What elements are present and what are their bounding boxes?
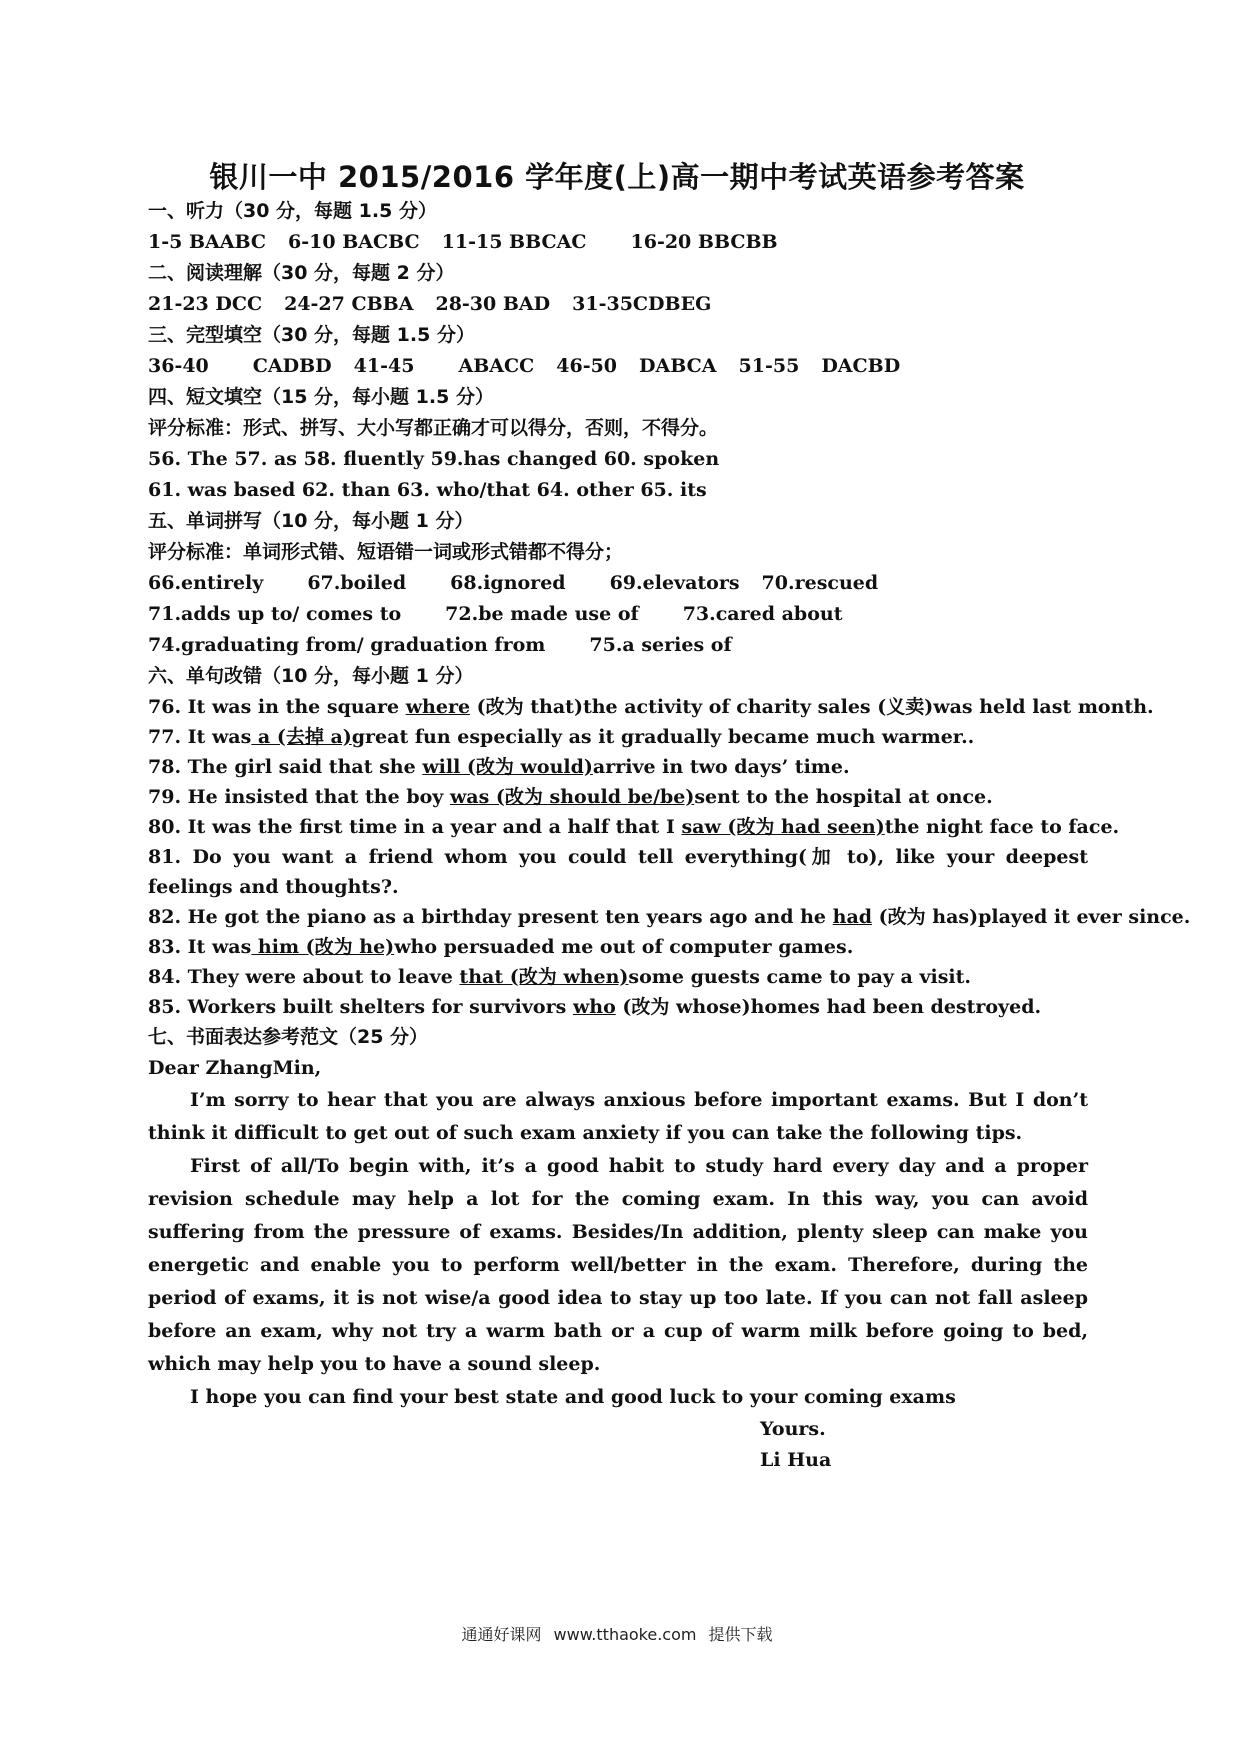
section-heading-spelling: 五、单词拼写（10 分，每小题 1 分） bbox=[148, 510, 474, 532]
section-heading-error-correction: 六、单句改错（10 分，每小题 1 分） bbox=[148, 665, 474, 687]
answer-group: 6-10 BACBC bbox=[288, 231, 420, 253]
answer-range: 51-55 bbox=[738, 355, 800, 377]
answer-group: 1-5 BAABC bbox=[148, 231, 267, 253]
correction-text: 85. Workers built shelters for survivors bbox=[148, 996, 573, 1018]
correction-item bbox=[148, 902, 1191, 932]
answer-group: 16-20 BBCBB bbox=[630, 231, 778, 253]
answer-group: ABACC bbox=[458, 355, 535, 377]
section-heading-writing: 七、书面表达参考范文（25 分） bbox=[148, 1026, 429, 1048]
correction-text: the activity of charity sales (义卖)was held last month. bbox=[582, 696, 1154, 718]
section-heading-reading: 二、阅读理解（30 分，每题 2 分） bbox=[148, 262, 455, 284]
correction-item bbox=[148, 812, 1120, 842]
error-correction-list bbox=[148, 692, 1191, 1022]
page-footer bbox=[0, 1622, 1234, 1645]
letter-signature: Li Hua bbox=[760, 1449, 832, 1471]
correction-text: 84. They were about to leave bbox=[148, 966, 460, 988]
correction-item bbox=[148, 722, 1088, 752]
answer-group: 21-23 DCC bbox=[148, 293, 263, 315]
correction-text: 83. It was bbox=[148, 936, 252, 958]
correction-item bbox=[148, 782, 1088, 812]
correction-text: 80. It was the first time in a year and a half that I bbox=[148, 816, 682, 838]
spelling-answers-row bbox=[148, 568, 1088, 599]
answer-item: 69.elevators bbox=[609, 572, 740, 594]
correction-fix: (改为 that) bbox=[470, 696, 583, 718]
correction-error: him (改为 he) bbox=[251, 936, 395, 958]
page-title: 银川一中 2015/2016 学年度(上)高一期中考试英语参考答案 bbox=[209, 160, 1025, 194]
letter-greeting: Dear ZhangMin, bbox=[148, 1057, 322, 1079]
footer-site-name: 通通好课网 bbox=[461, 1625, 542, 1644]
answer-group: 31-35CDBEG bbox=[572, 293, 712, 315]
answer-group: CADBD bbox=[252, 355, 332, 377]
answer-group: DACBD bbox=[821, 355, 901, 377]
listening-answers bbox=[148, 227, 1088, 258]
correction-text: played it ever since. bbox=[978, 906, 1191, 928]
correction-text: 77. It was bbox=[148, 726, 252, 748]
correction-text: sent to the hospital at once. bbox=[694, 786, 993, 808]
spelling-answers-row bbox=[148, 630, 1088, 661]
correction-text: 78. The girl said that she bbox=[148, 756, 423, 778]
correction-text: the night face to face. bbox=[884, 816, 1120, 838]
answer-item: 75.a series of bbox=[589, 634, 732, 656]
correction-error: that (改为 when) bbox=[459, 966, 629, 988]
correction-text: homes had been destroyed. bbox=[750, 996, 1042, 1018]
answer-range: 41-45 bbox=[353, 355, 415, 377]
answer-item: 67.boiled bbox=[307, 572, 407, 594]
footer-url[interactable]: www.tthaoke.com bbox=[553, 1625, 697, 1644]
correction-text: 82. He got the piano as a birthday present ten years ago and he bbox=[148, 906, 833, 928]
answer-group: 24-27 CBBA bbox=[284, 293, 414, 315]
correction-error: a (去掉 a) bbox=[251, 726, 352, 748]
correction-error: who bbox=[572, 996, 616, 1018]
correction-text: who persuaded me out of computer games. bbox=[394, 936, 854, 958]
correction-item bbox=[148, 842, 1088, 902]
section-heading-fill-blanks: 四、短文填空（15 分，每小题 1.5 分） bbox=[148, 386, 494, 408]
answer-item: 73.cared about bbox=[682, 603, 843, 625]
answer-item: 72.be made use of bbox=[445, 603, 639, 625]
correction-text: arrive in two days’ time. bbox=[592, 756, 850, 778]
answer-group: DABCA bbox=[639, 355, 717, 377]
spelling-answers-row bbox=[148, 599, 1088, 630]
correction-fix: (改为 whose) bbox=[615, 996, 751, 1018]
correction-error: saw (改为 had seen) bbox=[681, 816, 885, 838]
letter-paragraph: First of all/To begin with, it’s a good habit to study hard every day and a proper revision schedule may help a lot for the coming exam. In this way, you can avoid suffering from the pressure of exams. Besides/In addition, plenty sleep can make you energetic and enable you to perform well/better in the exam. Therefore, during the period of exams, it is not wise/a good idea to stay up too late. If you can not fall asleep before an exam, why not try a warm bath or a cup of warm milk before going to bed, which may help you to have a sound sleep. bbox=[148, 1155, 1088, 1375]
correction-item bbox=[148, 962, 1088, 992]
letter-closing: Yours. bbox=[760, 1418, 826, 1440]
section-heading-cloze: 三、完型填空（30 分，每题 1.5 分） bbox=[148, 324, 475, 346]
answer-content bbox=[148, 196, 1191, 1476]
correction-error: had bbox=[832, 906, 873, 928]
correction-error: will (改为 would) bbox=[422, 756, 593, 778]
answer-item: 68.ignored bbox=[450, 572, 566, 594]
correction-error: was (改为 should be/be) bbox=[449, 786, 695, 808]
fill-blank-answers-line: 61. was based 62. than 63. who/that 64. other 65. its bbox=[148, 479, 707, 501]
correction-text: some guests came to pay a visit. bbox=[628, 966, 972, 988]
correction-text: great fun especially as it gradually became much warmer.. bbox=[351, 726, 975, 748]
answer-range: 46-50 bbox=[556, 355, 618, 377]
letter-paragraph: I’m sorry to hear that you are always anxious before important exams. But I don’t think it difficult to get out of such exam anxiety if you can take the following tips. bbox=[148, 1089, 1088, 1144]
correction-item bbox=[148, 692, 1154, 722]
answer-item: 74.graduating from/ graduation from bbox=[148, 634, 546, 656]
section-heading-listening: 一、听力（30 分，每题 1.5 分） bbox=[148, 200, 437, 222]
answer-range: 36-40 bbox=[148, 355, 209, 377]
footer-note: 提供下载 bbox=[708, 1625, 773, 1644]
fill-blank-answers-line: 56. The 57. as 58. fluently 59.has changed 60. spoken bbox=[148, 448, 720, 470]
letter-paragraph: I hope you can find your best state and good luck to your coming exams bbox=[190, 1386, 956, 1408]
cloze-answers bbox=[148, 351, 1088, 382]
answer-item: 66.entirely bbox=[148, 572, 264, 594]
reading-answers bbox=[148, 289, 1088, 320]
grading-criteria: 评分标准：单词形式错、短语错一词或形式错都不得分； bbox=[148, 541, 624, 563]
correction-text: 76. It was in the square bbox=[148, 696, 406, 718]
correction-item bbox=[148, 992, 1088, 1022]
answer-group: 28-30 BAD bbox=[435, 293, 551, 315]
grading-criteria: 评分标准：形式、拼写、大小写都正确才可以得分，否则，不得分。 bbox=[148, 417, 719, 439]
correction-text: 79. He insisted that the boy bbox=[148, 786, 450, 808]
correction-item bbox=[148, 932, 1088, 962]
answer-item: 71.adds up to/ comes to bbox=[148, 603, 402, 625]
correction-fix: (改为 has) bbox=[872, 906, 979, 928]
answer-item: 70.rescued bbox=[761, 572, 879, 594]
correction-text: 81. Do you want a friend whom you could tell everything(加 to), like your deepest feelings and thoughts?. bbox=[148, 846, 1088, 898]
correction-error: where bbox=[405, 696, 471, 718]
answer-group: 11-15 BBCAC bbox=[441, 231, 587, 253]
correction-item bbox=[148, 752, 1088, 782]
